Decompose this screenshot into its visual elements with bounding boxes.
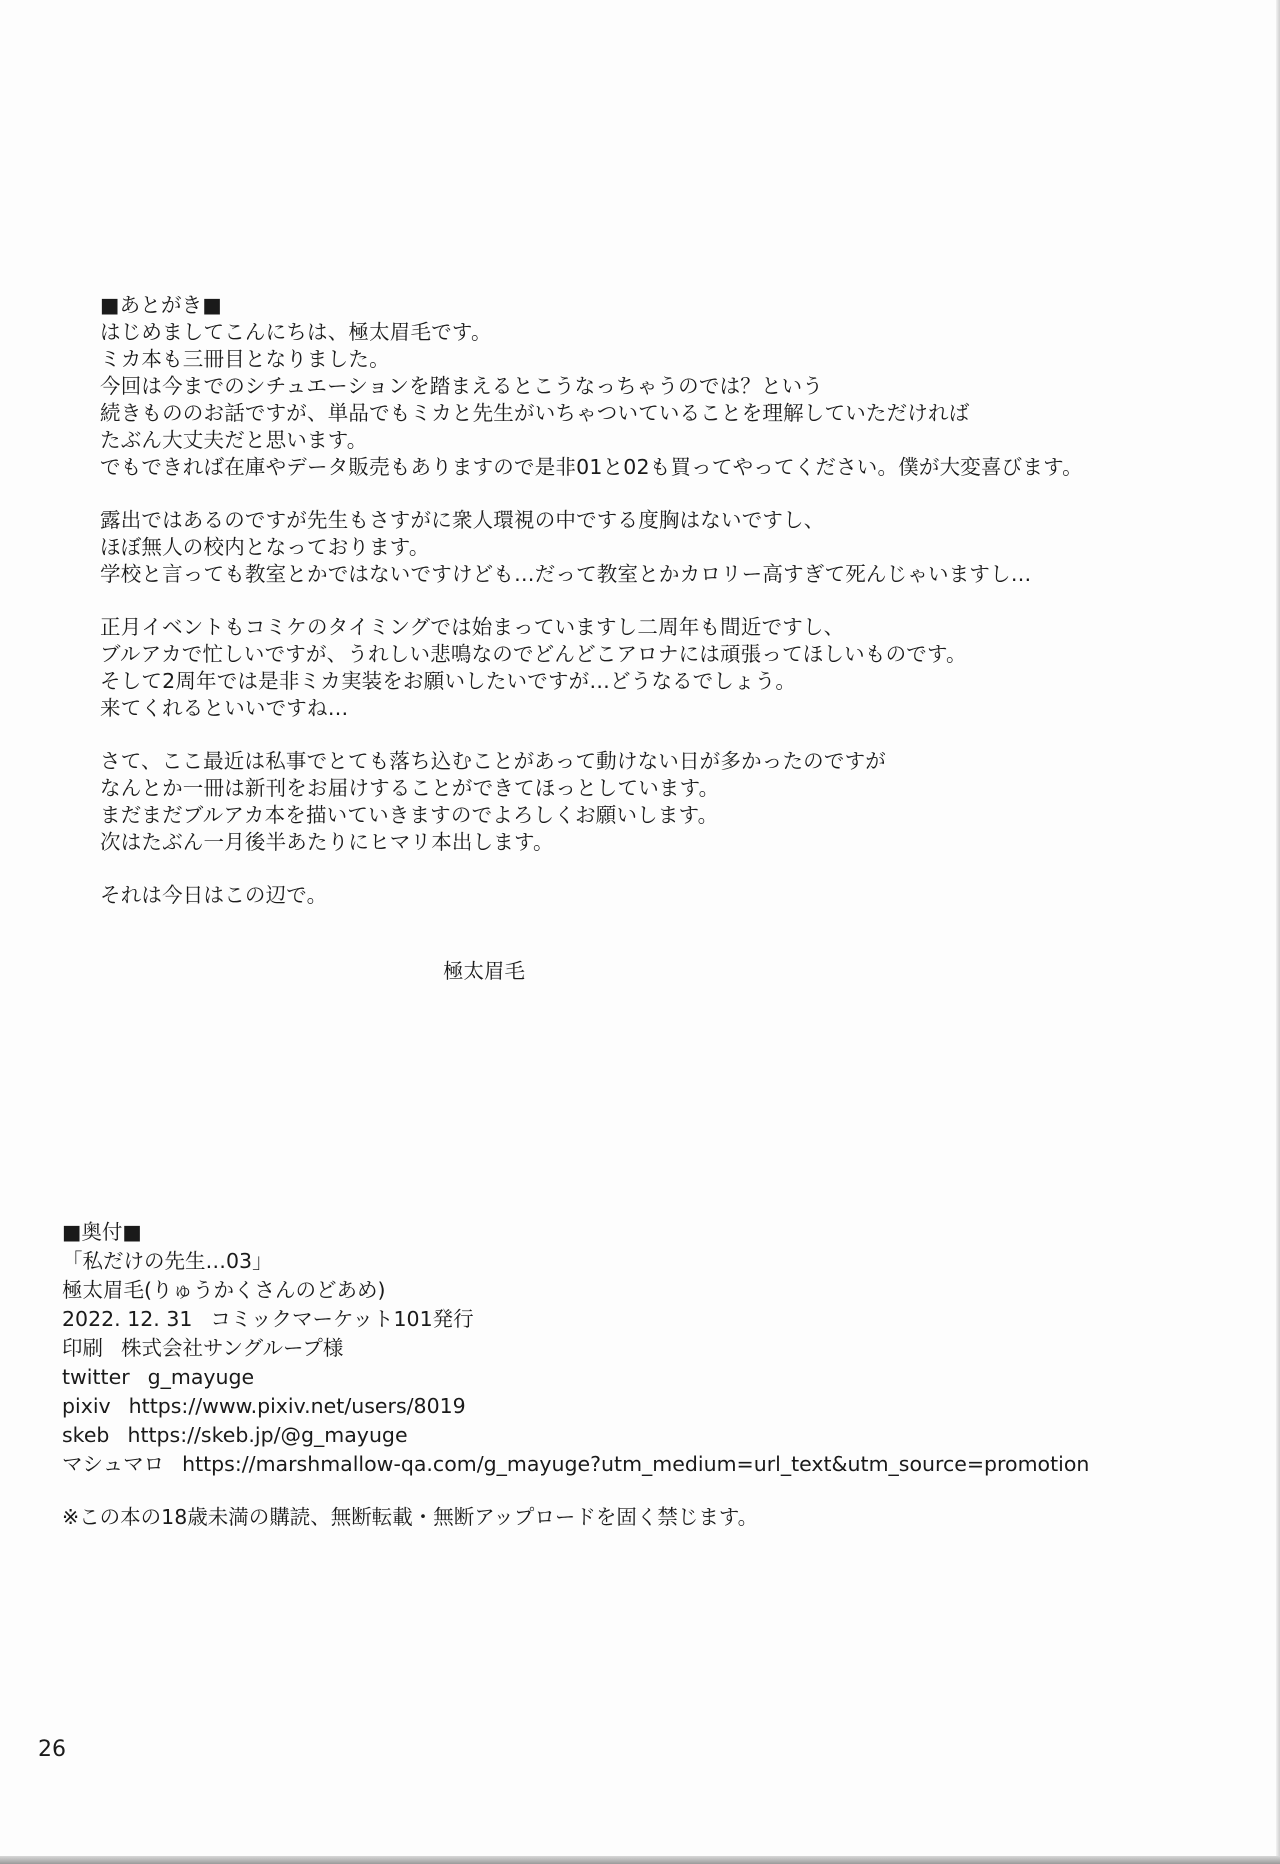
link-label: twitter <box>62 1365 130 1389</box>
afterword-line: ほぼ無人の校内となっております。 <box>100 535 430 559</box>
paragraph-gap <box>100 856 1250 882</box>
afterword-line: 今回は今までのシチュエーションを踏まえるとこうなっちゃうのでは？という <box>100 374 824 398</box>
afterword-line: 次はたぶん一月後半あたりにヒマリ本出します。 <box>100 830 554 854</box>
link-value: https://marshmallow-qa.com/g_mayuge?utm_medium=url_text&utm_source=promotion <box>182 1452 1090 1476</box>
link-label: pixiv <box>62 1394 111 1418</box>
author-signature: 極太眉毛 <box>443 959 525 983</box>
afterword-line: 来てくれるといいですね… <box>100 696 349 720</box>
link-skeb <box>62 1421 1242 1450</box>
colophon-section <box>62 1218 1242 1479</box>
link-value: https://skeb.jp/@g_mayuge <box>127 1423 408 1447</box>
author-circle: 極太眉毛(りゅうかくさんのどあめ) <box>62 1278 386 1302</box>
afterword-line: 続きもののお話ですが、単品でもミカと先生がいちゃついていることを理解していただければ <box>100 401 970 425</box>
afterword-line: ブルアカで忙しいですが、うれしい悲鳴なのでどんどこアロナには頑張ってほしいものです。 <box>100 642 967 666</box>
publication-date: 2022. 12. 31 <box>62 1307 193 1331</box>
printer-line <box>62 1334 1242 1363</box>
scan-edge-right <box>1276 0 1280 1864</box>
afterword-line: それは今日はこの辺で。 <box>100 883 328 907</box>
publication-line <box>62 1305 1242 1334</box>
age-restriction-notice: ※この本の18歳未満の購読、無断転載・無断アップロードを固く禁じます。 <box>62 1505 759 1529</box>
book-title: 「私だけの先生…03」 <box>62 1249 273 1273</box>
link-value: https://www.pixiv.net/users/8019 <box>128 1394 466 1418</box>
link-label: マシュマロ <box>62 1452 165 1476</box>
paragraph-gap <box>100 481 1250 507</box>
publication-event: コミックマーケット101発行 <box>210 1307 474 1331</box>
afterword-line: はじめましてこんにちは、極太眉毛です。 <box>100 320 492 344</box>
afterword-heading: ■あとがき■ <box>100 293 222 317</box>
printer-name: 株式会社サングループ様 <box>121 1336 344 1360</box>
link-marshmallow <box>62 1450 1242 1479</box>
afterword-line: さて、ここ最近は私事でとても落ち込むことがあって動けない日が多かったのですが <box>100 749 886 773</box>
page-number: 26 <box>38 1737 66 1762</box>
colophon-heading: ■奥付■ <box>62 1220 142 1244</box>
link-pixiv <box>62 1392 1242 1421</box>
scan-edge-bottom <box>0 1856 1280 1864</box>
link-twitter <box>62 1363 1242 1392</box>
afterword-line: たぶん大丈夫だと思います。 <box>100 428 368 452</box>
afterword-line: でもできれば在庫やデータ販売もありますので是非01と02も買ってやってください。僕が大変喜びます。 <box>100 455 1083 479</box>
afterword-line: 露出ではあるのですが先生もさすがに衆人環視の中でする度胸はないですし、 <box>100 508 825 532</box>
afterword-line: そして2周年では是非ミカ実装をお願いしたいですが…どうなるでしょう。 <box>100 669 797 693</box>
paragraph-gap <box>100 722 1250 748</box>
paragraph-gap <box>100 588 1250 614</box>
afterword-line: ミカ本も三冊目となりました。 <box>100 347 390 371</box>
printer-label: 印刷 <box>62 1336 103 1360</box>
link-label: skeb <box>62 1423 110 1447</box>
afterword-line: 学校と言っても教室とかではないですけども…だって教室とかカロリー高すぎて死んじゃいますし… <box>100 562 1032 586</box>
afterword-section <box>100 292 1250 909</box>
afterword-line: なんとか一冊は新刊をお届けすることができてほっとしています。 <box>100 776 720 800</box>
link-value: g_mayuge <box>147 1365 255 1389</box>
afterword-line: 正月イベントもコミケのタイミングでは始まっていますし二周年も間近ですし、 <box>100 615 845 639</box>
afterword-line: まだまだブルアカ本を描いていきますのでよろしくお願いします。 <box>100 803 719 827</box>
